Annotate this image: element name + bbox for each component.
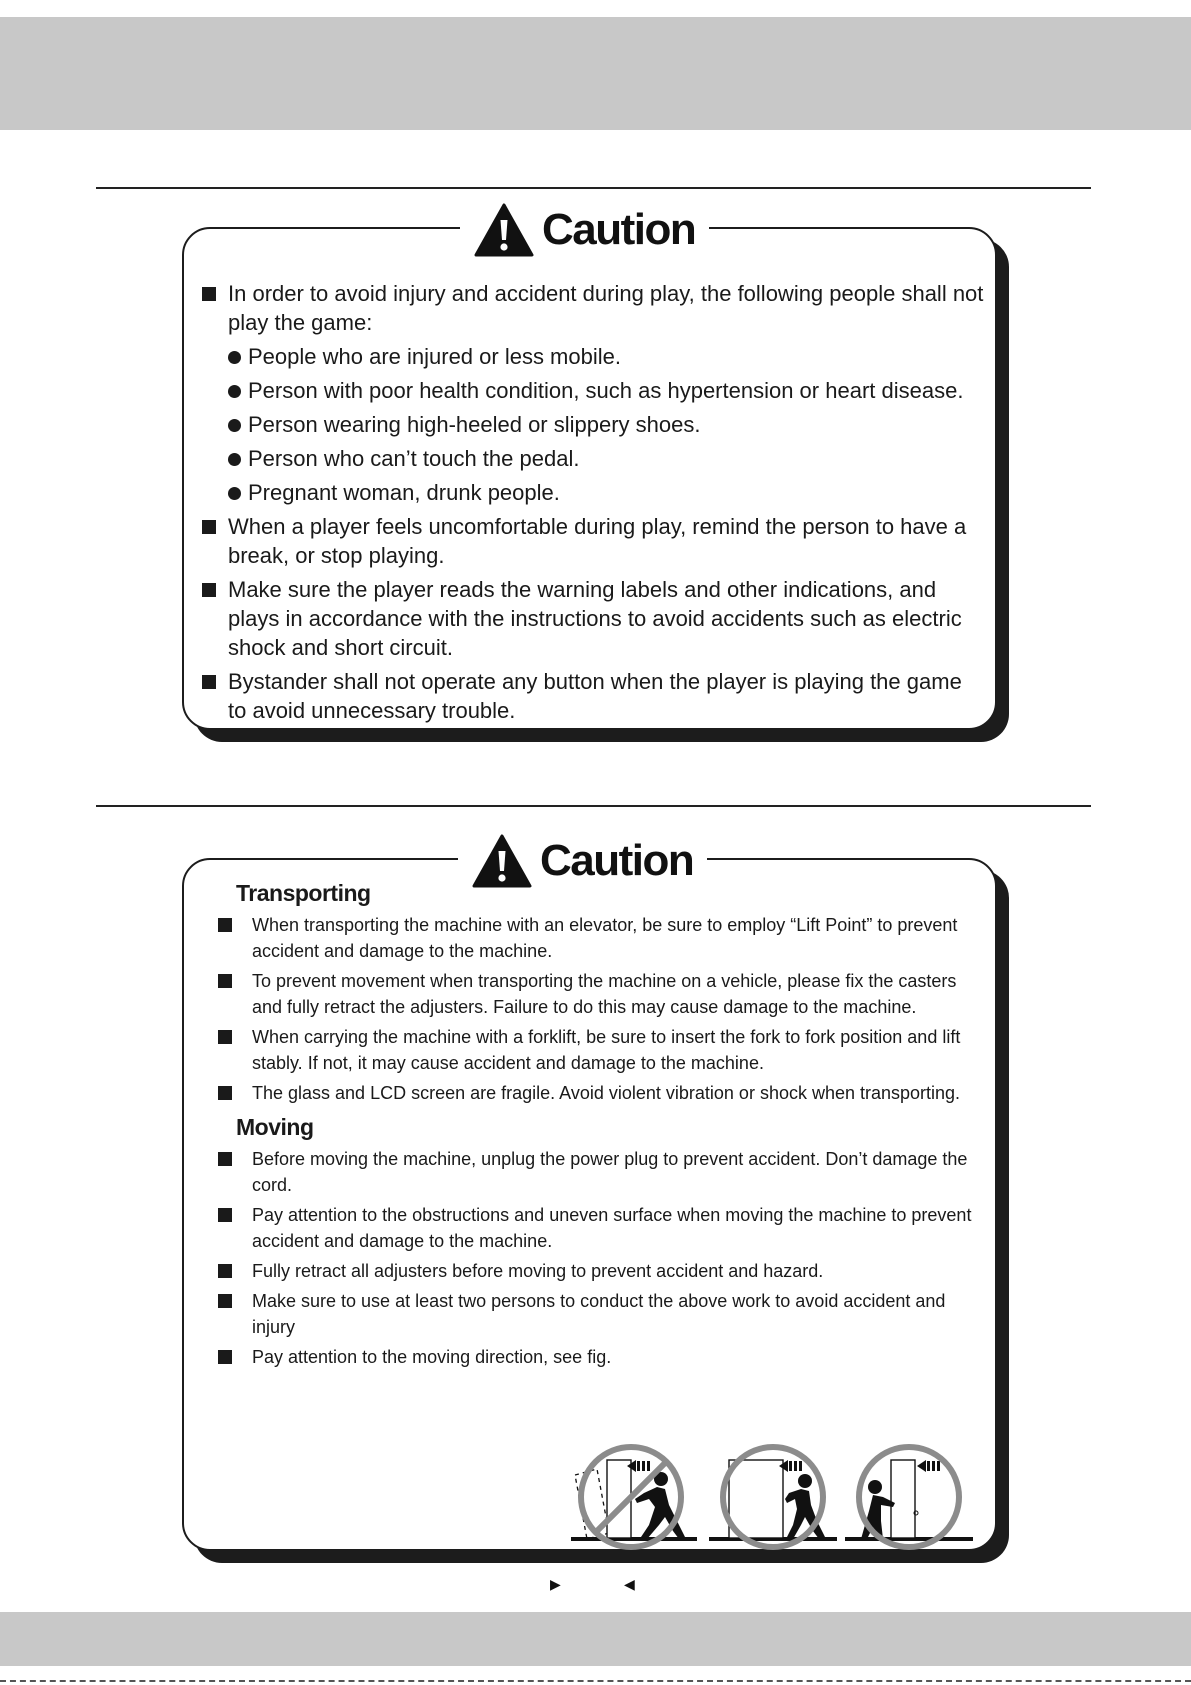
moving-direction-figures: [569, 1435, 989, 1555]
caution-list-play: [202, 279, 985, 730]
dot-bullet-icon: [228, 453, 241, 466]
list-item: When transporting the machine with an elevator, be sure to employ “Lift Point” to prevent accident and damage to the machine.: [218, 912, 975, 964]
sub-list-item: Person with poor health condition, such as hypertension or heart disease.: [202, 376, 985, 405]
square-bullet-icon: [218, 1086, 232, 1100]
sub-list-item: Person wearing high-heeled or slippery shoes.: [202, 410, 985, 439]
section-divider: [96, 187, 1091, 189]
caution-heading: [460, 203, 709, 257]
dot-bullet-icon: [228, 351, 241, 364]
list-item: Make sure to use at least two persons to conduct the above work to avoid accident and injury: [218, 1288, 975, 1340]
dot-bullet-icon: [228, 419, 241, 432]
header-band: [0, 17, 1191, 130]
sub-list-item: People who are injured or less mobile.: [202, 342, 985, 371]
list-item: Pay attention to the obstructions and uneven surface when moving the machine to prevent accident and damage to the machine.: [218, 1202, 975, 1254]
moving-direction-icon: [709, 1435, 839, 1555]
square-bullet-icon: [218, 974, 232, 988]
square-bullet-icon: [202, 583, 216, 597]
square-bullet-icon: [218, 1264, 232, 1278]
moving-direction-icon: [845, 1435, 975, 1555]
page-next-arrow[interactable]: ▶: [550, 1576, 561, 1592]
footer-band: [0, 1612, 1191, 1666]
caution-title: Caution: [540, 836, 694, 885]
section-heading-transporting: Transporting: [236, 880, 371, 906]
list-item: Before moving the machine, unplug the power plug to prevent accident. Don’t damage the cord.: [218, 1146, 975, 1198]
list-item: Fully retract all adjusters before moving to prevent accident and hazard.: [218, 1258, 975, 1284]
cut-line: [0, 1680, 1191, 1682]
square-bullet-icon: [218, 1030, 232, 1044]
no-moving-icon: [569, 1435, 699, 1555]
square-bullet-icon: [202, 675, 216, 689]
section-divider: [96, 805, 1091, 807]
square-bullet-icon: [202, 520, 216, 534]
sub-list-item: Pregnant woman, drunk people.: [202, 478, 985, 507]
caution-list-transport: [218, 880, 975, 1374]
section-heading-moving: Moving: [236, 1114, 314, 1140]
list-item: Make sure the player reads the warning labels and other indications, and plays in accordance with the instructions to avoid accidents such as electric shock and short circuit.: [202, 575, 985, 662]
square-bullet-icon: [218, 1294, 232, 1308]
dot-bullet-icon: [228, 385, 241, 398]
caution-title: Caution: [542, 205, 696, 254]
square-bullet-icon: [202, 287, 216, 301]
square-bullet-icon: [218, 1152, 232, 1166]
list-item: The glass and LCD screen are fragile. Avoid violent vibration or shock when transporting.: [218, 1080, 975, 1106]
list-item: In order to avoid injury and accident during play, the following people shall not play the game:: [202, 279, 985, 337]
sub-list-item: Person who can’t touch the pedal.: [202, 444, 985, 473]
list-item: Pay attention to the moving direction, see fig.: [218, 1344, 975, 1370]
square-bullet-icon: [218, 918, 232, 932]
page-prev-arrow[interactable]: ◀: [624, 1576, 635, 1592]
caution-panel-transport: [182, 836, 997, 1551]
dot-bullet-icon: [228, 487, 241, 500]
square-bullet-icon: [218, 1350, 232, 1364]
warning-triangle-icon: [474, 203, 534, 257]
caution-heading: [458, 834, 707, 888]
list-item: To prevent movement when transporting the machine on a vehicle, please fix the casters and fully retract the adjusters. Failure to do this may cause damage to the machine.: [218, 968, 975, 1020]
warning-triangle-icon: [472, 834, 532, 888]
square-bullet-icon: [218, 1208, 232, 1222]
list-item: Bystander shall not operate any button when the player is playing the game to avoid unnecessary trouble.: [202, 667, 985, 725]
list-item: When a player feels uncomfortable during play, remind the person to have a break, or stop playing.: [202, 512, 985, 570]
caution-panel-play: [182, 205, 997, 730]
list-item: When carrying the machine with a forklift, be sure to insert the fork to fork position and lift stably. If not, it may cause accident and damage to the machine.: [218, 1024, 975, 1076]
